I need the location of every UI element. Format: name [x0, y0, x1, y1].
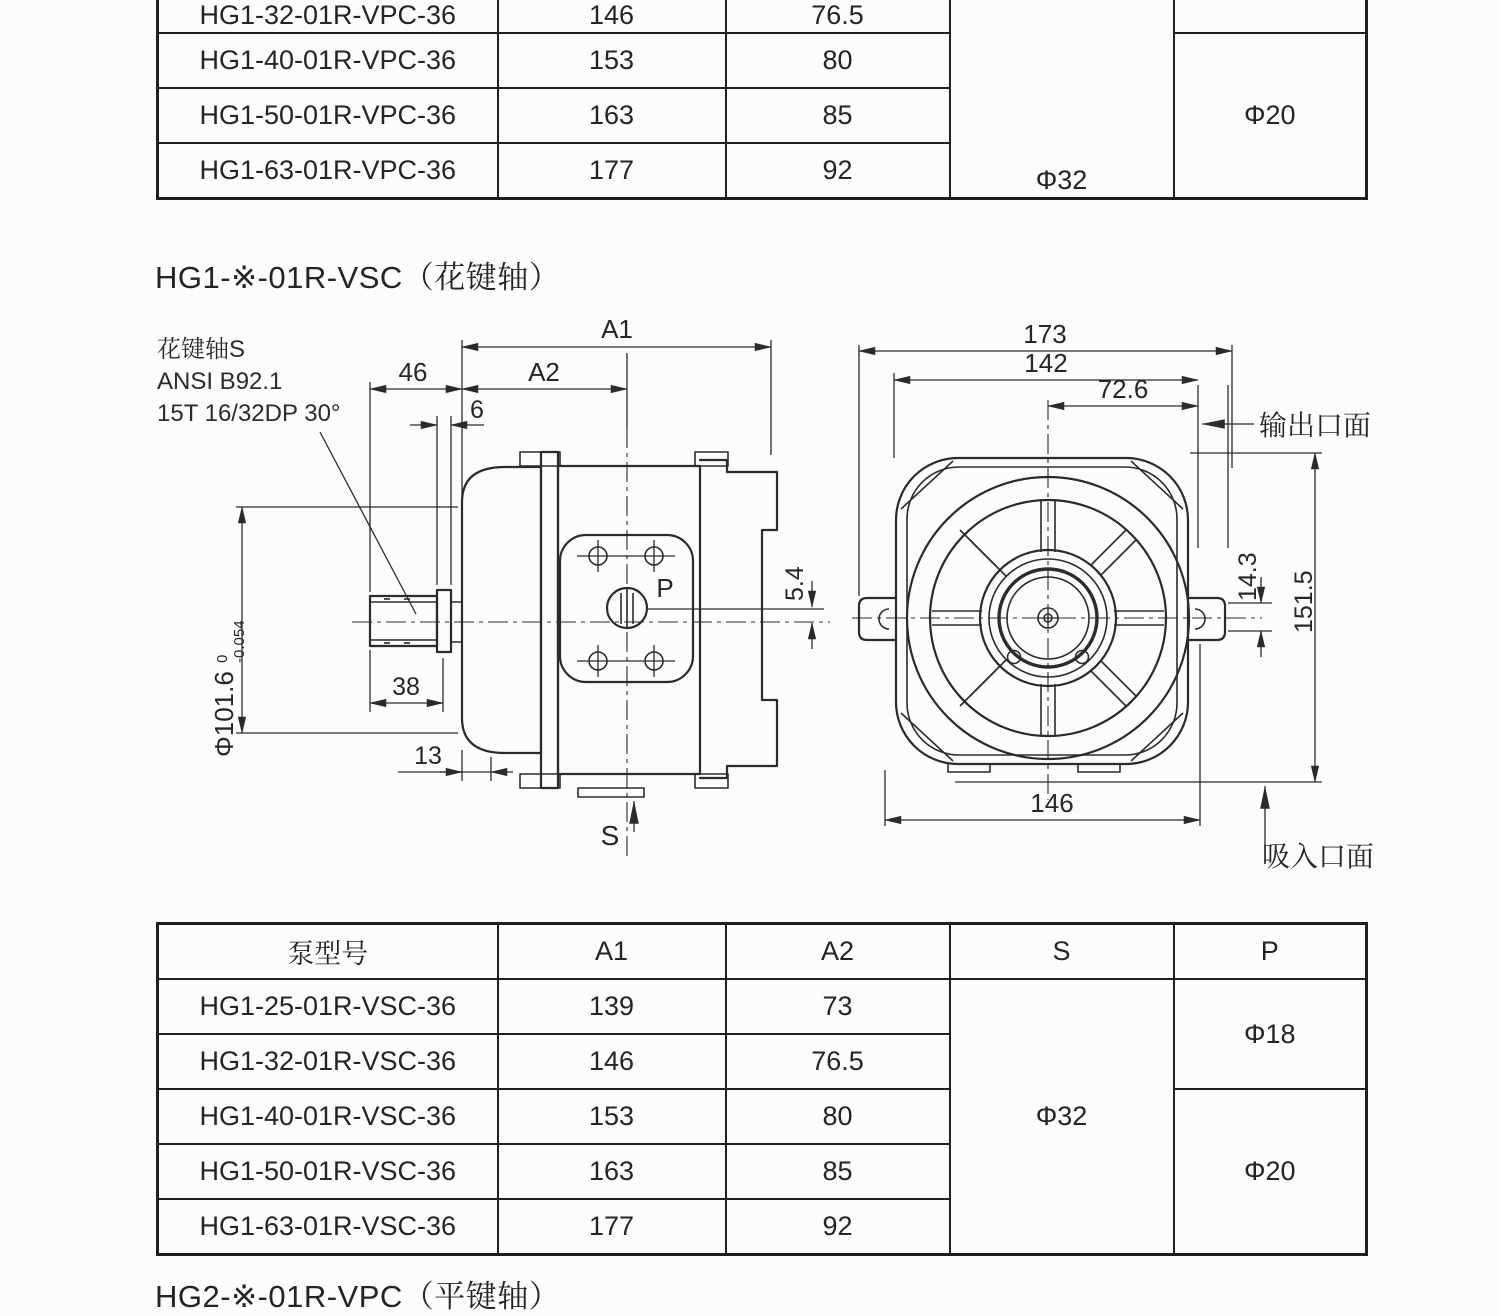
a2-cell: 80 — [726, 1089, 950, 1144]
a1-cell: 163 — [498, 88, 726, 143]
dim-151-5-label: 151.5 — [1290, 570, 1318, 633]
dim-173-label: 173 — [1023, 319, 1067, 349]
pump-model-cell: HG1-50-01R-VPC-36 — [158, 88, 498, 143]
header-p: P — [1174, 924, 1367, 980]
s-merged-cell: Φ32 — [950, 0, 1174, 199]
p-merged-cell-20: Φ20 — [1174, 1089, 1367, 1255]
left-view — [209, 314, 830, 856]
dim-142-label: 142 — [1024, 348, 1068, 378]
vsc-dimension-table — [156, 922, 1368, 1256]
dim-72-6-label: 72.6 — [1097, 374, 1149, 404]
shaft-tol-upper: 0 — [214, 654, 231, 663]
shaft-dia-label: Φ101.6 — [209, 671, 239, 757]
spline-note-line2: ANSI B92.1 — [157, 368, 283, 395]
table-row — [158, 1089, 1367, 1144]
header-a1: A1 — [498, 924, 726, 980]
dim-14-3-label: 14.3 — [1234, 552, 1262, 601]
dim-13-label: 13 — [414, 742, 442, 770]
next-section-title: HG2-※-01R-VPC（平键轴） — [155, 1279, 561, 1314]
a2-cell: 73 — [726, 979, 950, 1034]
a1-cell: 153 — [498, 1089, 726, 1144]
header-s: S — [950, 924, 1174, 980]
spline-note-line3: 15T 16/32DP 30° — [157, 400, 341, 427]
pump-model-cell: HG1-63-01R-VSC-36 — [158, 1199, 498, 1255]
pump-model-cell: HG1-32-01R-VSC-36 — [158, 1034, 498, 1089]
s-merged-cell: Φ32 — [950, 979, 1174, 1255]
header-a2: A2 — [726, 924, 950, 980]
a2-cell: 85 — [726, 88, 950, 143]
pump-model-cell: HG1-50-01R-VSC-36 — [158, 1144, 498, 1199]
outlet-face-label: 输出口面 — [1259, 410, 1372, 441]
spline-note-line1: 花键轴S — [157, 336, 246, 363]
a2-cell: 76.5 — [726, 0, 950, 33]
dim-38-label: 38 — [392, 673, 420, 701]
suction-port-label: S — [600, 820, 620, 851]
shaft-tol-lower: -0.054 — [231, 620, 248, 663]
inlet-face-label: 吸入口面 — [1262, 841, 1375, 872]
a2-cell: 85 — [726, 1144, 950, 1199]
a1-cell: 146 — [498, 0, 726, 33]
pump-model-cell: HG1-40-01R-VSC-36 — [158, 1089, 498, 1144]
dim-a1-label: A1 — [601, 314, 633, 344]
a1-cell: 177 — [498, 1199, 726, 1255]
pump-model-cell: HG1-25-01R-VSC-36 — [158, 979, 498, 1034]
dim-a2-label: A2 — [528, 357, 560, 387]
a2-cell: 92 — [726, 143, 950, 199]
right-view — [852, 319, 1374, 872]
p-merged-cell: Φ20 — [1174, 33, 1367, 199]
dim-6-label: 6 — [470, 396, 484, 424]
table-header-row — [158, 924, 1367, 980]
dim-5-4-label: 5.4 — [781, 566, 809, 601]
left-view-centerlines — [352, 428, 830, 856]
a2-cell: 92 — [726, 1199, 950, 1255]
header-model: 泵型号 — [158, 924, 498, 980]
a1-cell: 146 — [498, 1034, 726, 1089]
a2-cell: 80 — [726, 33, 950, 88]
section-title: HG1-※-01R-VSC（花键轴） — [155, 260, 561, 295]
p-merged-cell-18: Φ18 — [1174, 979, 1367, 1089]
left-view-dimensions — [236, 340, 824, 832]
a1-cell: 153 — [498, 33, 726, 88]
a2-cell: 76.5 — [726, 1034, 950, 1089]
right-view-outline — [859, 458, 1225, 772]
dim-46-label: 46 — [398, 357, 428, 387]
table-row — [158, 979, 1367, 1034]
pump-model-cell: HG1-63-01R-VPC-36 — [158, 143, 498, 199]
a1-cell: 163 — [498, 1144, 726, 1199]
a1-cell: 177 — [498, 143, 726, 199]
pump-model-cell: HG1-40-01R-VPC-36 — [158, 33, 498, 88]
pump-model-cell: HG1-32-01R-VPC-36 — [158, 0, 498, 33]
a1-cell: 139 — [498, 979, 726, 1034]
pressure-port-label: P — [656, 573, 674, 603]
dim-146-label: 146 — [1030, 788, 1074, 818]
